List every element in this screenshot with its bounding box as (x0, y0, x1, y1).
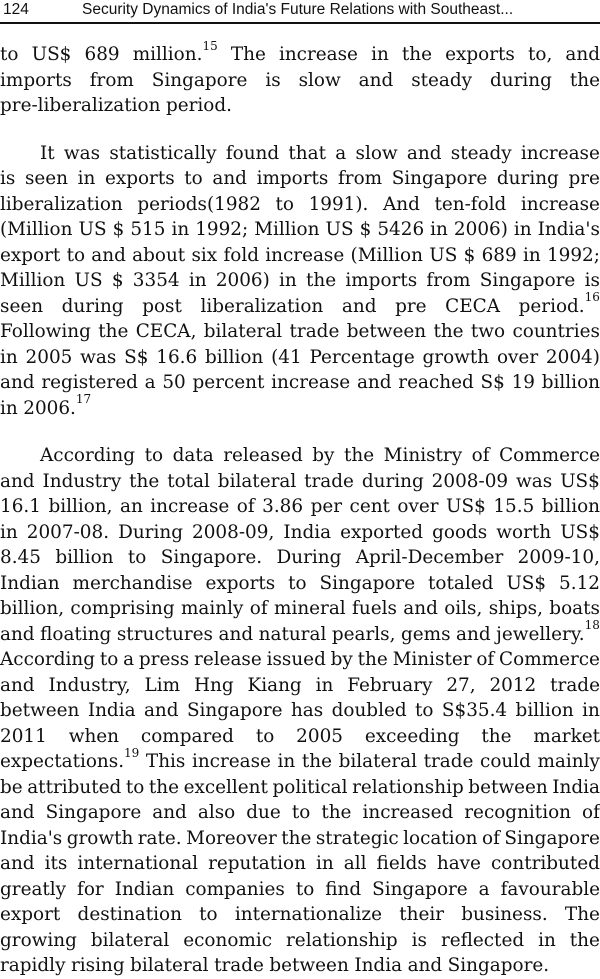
text-line: expectations.$^{19}$ This increase in the bilateral trade could mainly (0, 745, 600, 772)
text-line: in 2007-08. During 2008-09, India exported goods worth US$ (0, 521, 600, 543)
text-line: 16.1 billion, an increase of 3.86 per cent over US$ 15.5 billion (0, 496, 600, 517)
running-title: Security Dynamics of India's Future Relations with Southeast... (82, 1, 514, 18)
text-line: India's growth rate. Moreover the strategic location of Singapore (0, 827, 600, 849)
text-line: between India and Singapore has doubled to S$35.4 billion in (0, 700, 600, 721)
text-line: liberalization periods(1982 to 1991). And ten-fold increase (0, 193, 600, 215)
text-line: in 2006.17 (0, 392, 92, 419)
text-line: and Industry, Lim Hng Kiang in February 27, 2012 trade (0, 674, 600, 696)
text-line: and Singapore and also due to the increased recognition of (0, 802, 600, 823)
text-line: billion, comprising mainly of mineral fuels and oils, ships, boats (0, 598, 600, 619)
text-line: in 2005 was S$ 16.6 billion (41 Percentage growth over 2004) (0, 346, 600, 368)
text-line: According to data released by the Ministry of Commerce (40, 445, 600, 466)
text-line: Indian merchandise exports to Singapore totaled US$ 5.12 (0, 572, 600, 594)
text-line: export destination to internationalize their business. The (0, 904, 600, 925)
text-line: rapidly rising bilateral trade between India and Singapore. (0, 955, 550, 976)
text-line: and its international reputation in all fields have contributed (0, 853, 600, 874)
text-line: 8.45 billion to Singapore. During April-December 2009-10, (0, 547, 600, 568)
paragraph (0, 443, 600, 979)
text-line: to US$ 689 million.$^{15}$ The increase in the exports to, and (0, 38, 600, 65)
text-line: It was statistically found that a slow and steady increase (40, 142, 600, 164)
text-line: (Million US $ 515 in 1992; Million US $ 5426 in 2006) in India's (0, 219, 600, 240)
header-rule (0, 22, 600, 24)
text-line: greatly for Indian companies to find Singapore a favourable (0, 878, 600, 900)
text-line: Following the CECA, bilateral trade between the two countries (0, 321, 600, 342)
paragraph (0, 38, 600, 119)
text-line: be attributed to the excellent political relationship between India (0, 776, 600, 798)
page-header (0, 0, 600, 24)
text-line: imports from Singapore is slow and steady during the (0, 69, 600, 91)
text-line: Million US $ 3354 in 2006) in the imports from Singapore is (0, 270, 600, 291)
paragraph (0, 141, 600, 422)
text-line: growing bilateral economic relationship is reflected in the (0, 929, 600, 951)
text-line: According to a press release issued by the Minister of Commerce (0, 649, 600, 670)
text-line: 2011 when compared to 2005 exceeding the market (0, 725, 600, 747)
text-line: seen during post liberalization and pre CECA period.$^{16}$ (0, 290, 600, 317)
text-line: is seen in exports to and imports from Singapore during pre (0, 168, 600, 189)
text-line: and Industry the total bilateral trade during 2008-09 was US$ (0, 470, 600, 492)
body-text (0, 38, 600, 979)
text-line: and floating structures and natural pearls, gems and jewellery.$^{18}$ (0, 618, 600, 645)
text-line: export to and about six fold increase (Million US $ 689 in 1992; (0, 244, 600, 266)
text-line: pre-liberalization period. (0, 95, 232, 116)
text-line: and registered a 50 percent increase and reached S$ 19 billion (0, 372, 600, 393)
page-number: 124 (3, 1, 29, 18)
